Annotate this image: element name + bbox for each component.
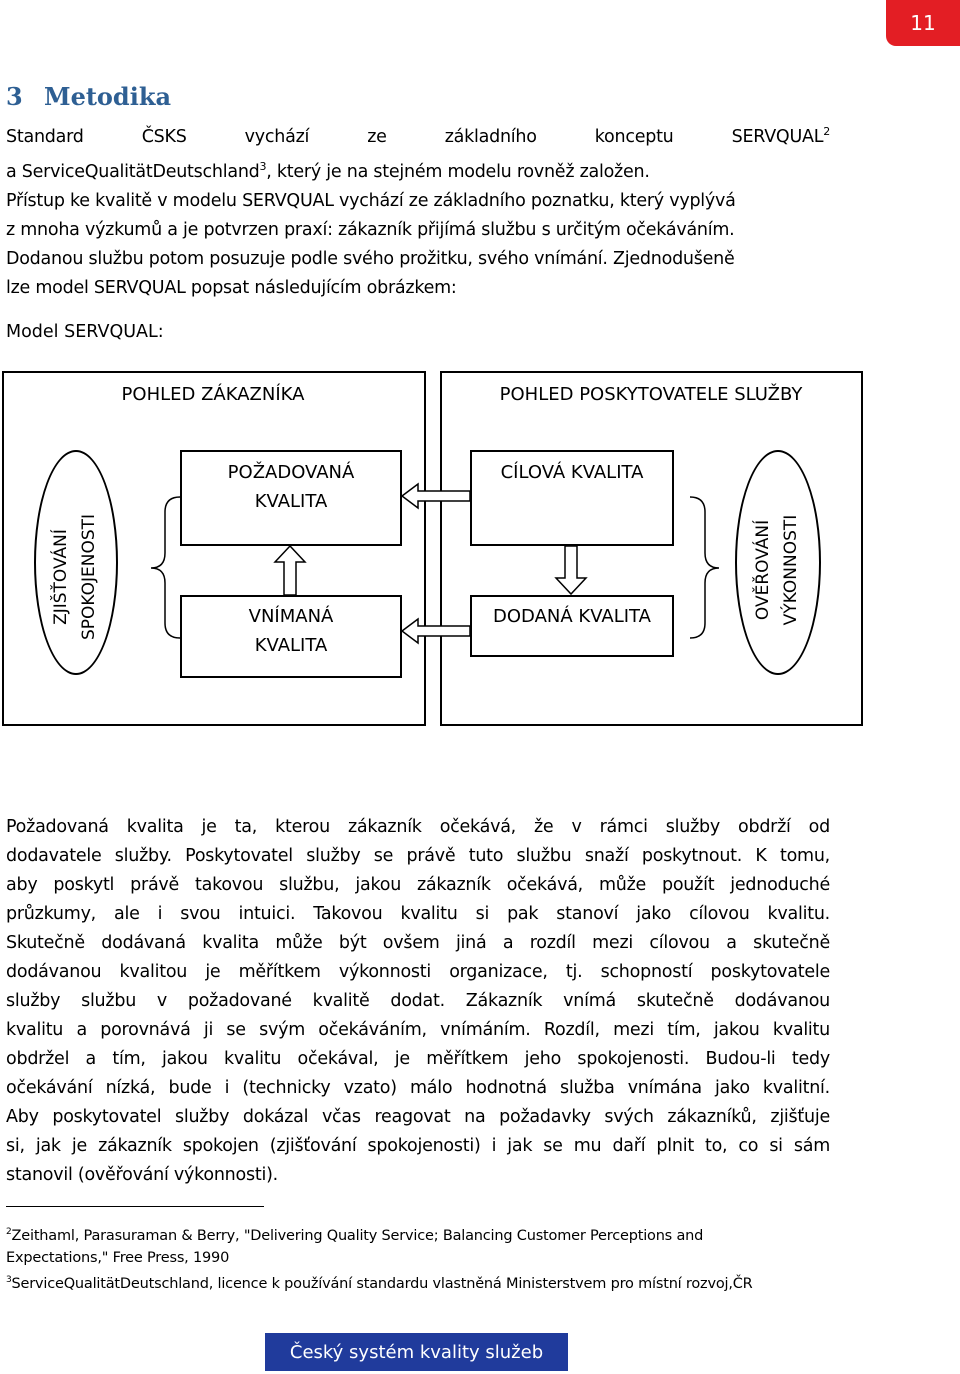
left-brace [151, 497, 180, 638]
intro-line-3: Přístup ke kvalitě v modelu SERVQUAL vychází ze základního poznatku, který vyplývá [6, 190, 736, 211]
customer-view-header: POHLED ZÁKAZNÍKA [121, 384, 305, 405]
body-paragraph [6, 813, 830, 1190]
body-line: stanovil (ověřování výkonnosti). [6, 1165, 278, 1185]
body-line: Skutečně dodávaná kvalita může být ovšem jiná a rozdíl mezi cílovou a skutečně [6, 933, 830, 953]
footnote-separator [6, 1206, 264, 1207]
footnote-2: $^2$Zeithaml, Parasuraman & Berry, "Delivering Quality Service; Balancing Customer Perceptions and [6, 1227, 704, 1244]
satisfaction-label: ZJIŠŤOVÁNÍ SPOKOJENOSTI [51, 513, 99, 641]
provider-view-header: POHLED POSKYTOVATELE SLUŽBY [499, 384, 803, 405]
arrow-left-bottom [402, 619, 470, 643]
body-line: očekávání nízká, bude i (technicky vzato) málo hodnotná služba vnímána jako kvalitní. [6, 1078, 830, 1098]
arrow-left-top [402, 484, 470, 508]
footnote-2-cont: Expectations," Free Press, 1990 [6, 1249, 230, 1266]
footnote-ref-3: 3 [259, 159, 267, 173]
section-number: 3 [6, 82, 23, 111]
body-line: obdržel a tím, jakou kvalitu očekával, je měřítkem jeho spokojenosti. Budou-li tedy [6, 1049, 830, 1069]
body-line: průzkumy, ale i svou intuici. Takovou kvalitu si pak stanoví jako cílovou kvalitu. [6, 904, 830, 924]
body-line: aby poskytl právě takovou službu, jakou zákazník očekává, může použít jednoduché [6, 875, 830, 895]
body-line: Aby poskytovatel služby dokázal včas reagovat na požadavky svých zákazníků, zjišťuje [6, 1107, 830, 1127]
perceived-quality-label: VNÍMANÁ KVALITA [248, 606, 334, 656]
intro-line-5: Dodanou službu potom posuzuje podle svého prožitku, svého vnímání. Zjednodušeně [6, 248, 735, 269]
body-line: kvalitu a porovnává ji se svým očekáváním, vnímáním. Rozdíl, mezi tím, jakou kvalitu [6, 1020, 830, 1040]
footnote-3: $^3$ServiceQualitätDeutschland, licence k používání standardu vlastněná Ministerstvem pro místní rozvoj,ČR [6, 1274, 753, 1292]
arrow-up [275, 546, 305, 595]
target-quality-label: CÍLOVÁ KVALITA [500, 462, 644, 483]
model-label: Model SERVQUAL: [6, 322, 164, 342]
required-quality-label: POŽADOVANÁ KVALITA [227, 462, 355, 512]
intro-line-2: a ServiceQualitätDeutschland$^3$, který je na stejném modelu rovněž založen. [6, 159, 650, 182]
footnotes [6, 1221, 753, 1295]
arrow-down [556, 546, 586, 594]
body-line: Požadovaná kvalita je ta, kterou zákazník očekává, že v rámci služby obdrží od [6, 817, 830, 837]
page-number-badge: 11 [886, 0, 960, 46]
body-line: dodavatele služby. Poskytovatel služby se právě tuto službu snaží poskytnout. K tomu, [6, 846, 830, 866]
intro-line-6: lze model SERVQUAL popsat následujícím obrázkem: [6, 277, 457, 298]
performance-label: OVĚŘOVÁNÍ VÝKONNOSTI [753, 514, 801, 626]
section-title: Metodika [44, 82, 172, 111]
body-line: služby službu v požadované kvalitě dodat. Zákazník vnímá skutečně dodávanou [6, 991, 830, 1011]
body-line: dodávanou kvalitou je měřítkem výkonnosti organizace, tj. schopností poskytovatele [6, 962, 830, 982]
intro-line-4: z mnoha výzkumů a je potvrzen praxí: zákazník přijímá službu s určitým očekáváním. [6, 219, 735, 240]
delivered-quality-label: DODANÁ KVALITA [493, 606, 651, 627]
right-brace [690, 497, 719, 638]
body-line: si, jak je zákazník spokojen (zjišťování spokojenosti) i jak se mu daří plnit to, co si sám [6, 1136, 830, 1156]
footer-badge: Český systém kvality služeb [265, 1333, 568, 1371]
intro-line-1: Standard ČSKS vychází ze základního konceptu SERVQUAL$^2$ [6, 125, 830, 147]
footnote-ref-2: 2 [823, 125, 830, 138]
